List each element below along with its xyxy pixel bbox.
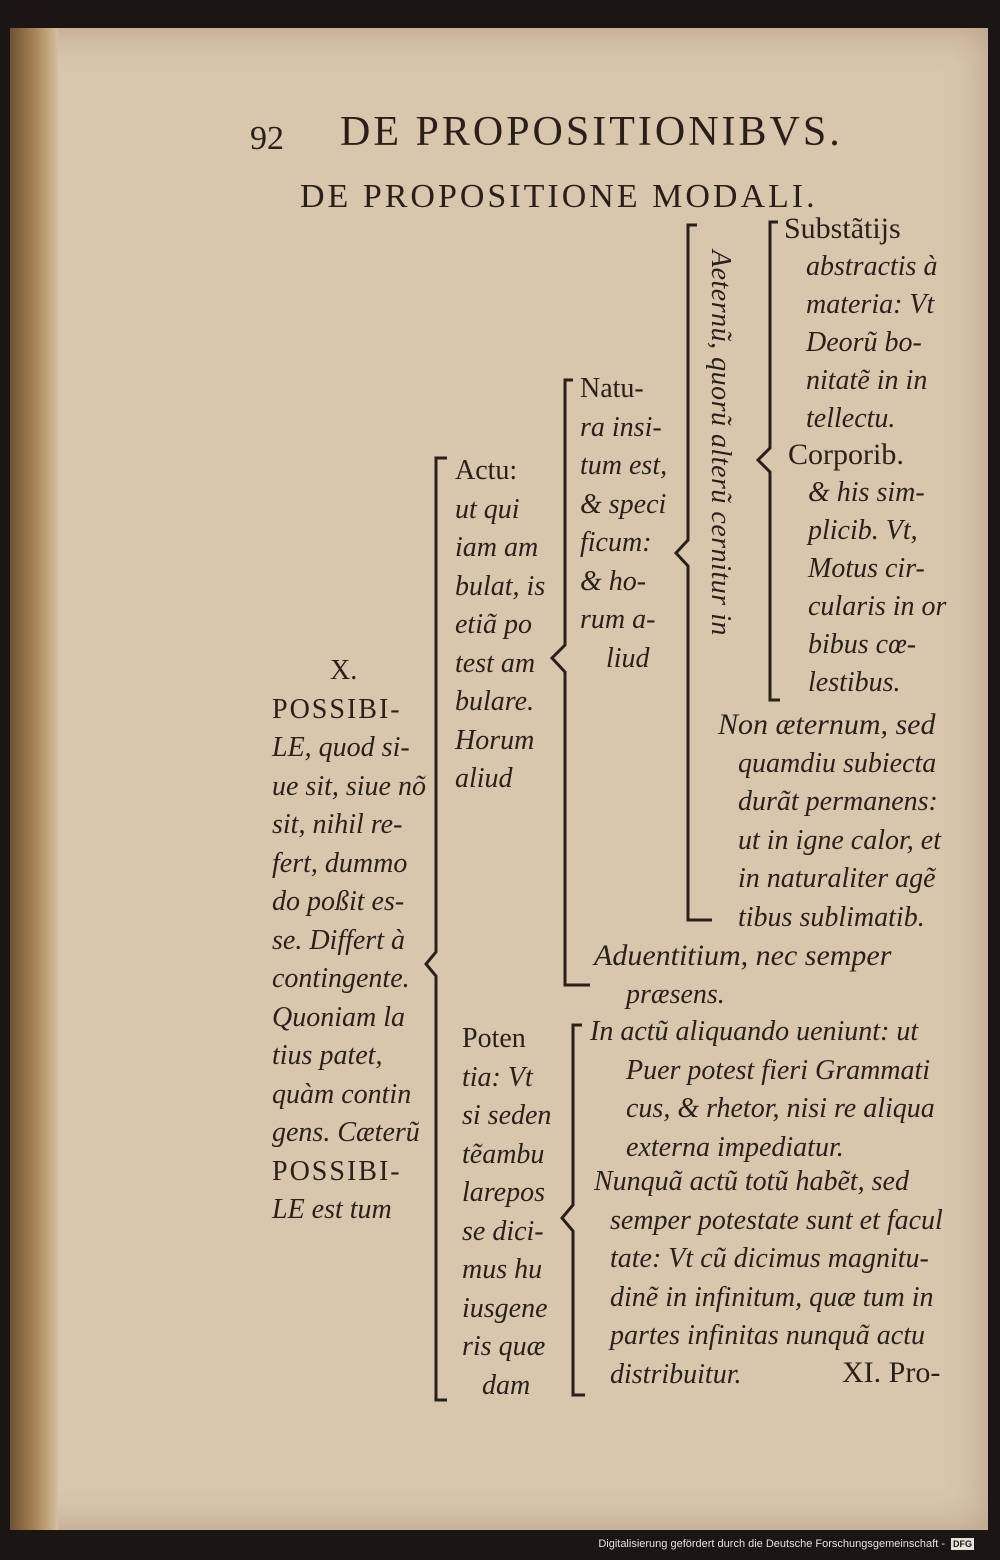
substantiis-line: Substãtijs xyxy=(784,212,901,245)
substantiis-line: nitatẽ in in xyxy=(806,365,928,396)
digitization-footer xyxy=(598,1538,974,1550)
left-line: ue sit, siue nõ xyxy=(272,770,426,802)
nunquam-line: partes infinitas nunquã actu xyxy=(610,1320,925,1351)
non-aeternum-line: durãt permanens: xyxy=(738,786,938,817)
left-line: gens. Cæterũ xyxy=(272,1117,420,1148)
corporibus-text xyxy=(788,436,946,702)
left-line: do poßit es- xyxy=(272,886,405,917)
non-aeternum-line: tibus sublimatib. xyxy=(738,901,925,933)
natura-line: tum est, xyxy=(580,450,668,481)
non-aeternum-line: Non æternum, sed xyxy=(718,708,936,741)
substantiis-line: tellectu. xyxy=(806,403,896,434)
left-line: LE, quod si- xyxy=(272,732,410,763)
potentia-line: tẽambu xyxy=(462,1138,545,1170)
left-line: X. xyxy=(330,655,358,686)
actu-line: aliud xyxy=(455,763,513,794)
aeternum-rotated-text: Aeternũ, quorũ alterũ cernitur in xyxy=(705,250,736,636)
in-actu-line: In actũ aliquando ueniunt: ut xyxy=(590,1016,919,1047)
left-line: tius patet, xyxy=(272,1040,383,1071)
potentia-line: si seden xyxy=(462,1100,552,1131)
left-line: POSSIBI- xyxy=(272,693,402,725)
actu-column-text xyxy=(455,452,545,799)
left-column-text xyxy=(272,652,426,1230)
aduentitium-line: Aduentitium, nec semper xyxy=(594,939,892,972)
in-actu-line: Puer potest fieri Grammati xyxy=(626,1054,931,1086)
brace-potentia xyxy=(562,1025,585,1395)
brace-aeternum xyxy=(758,222,780,700)
in-actu-line: cus, & rhetor, nisi re aliqua xyxy=(626,1093,935,1124)
left-line: fert, dummo xyxy=(272,847,408,879)
actu-line: ut qui xyxy=(455,493,520,525)
actu-line: Horum xyxy=(455,724,535,756)
potentia-line: se dici- xyxy=(462,1215,544,1247)
natura-line: & ho- xyxy=(580,565,647,597)
corporibus-line: cularis in or xyxy=(808,591,947,622)
substantiis-line: abstractis à xyxy=(806,251,938,282)
left-line: quàm contin xyxy=(272,1078,412,1110)
natura-line: & speci xyxy=(580,488,667,520)
in-actu-line: externa impediatur. xyxy=(626,1131,844,1163)
corporibus-line: Corporib. xyxy=(788,438,904,471)
actu-line: bulare. xyxy=(455,686,535,717)
non-aeternum-line: in naturaliter agẽ xyxy=(738,863,936,894)
natura-line: ficum: xyxy=(580,527,652,558)
natura-line: liud xyxy=(606,642,650,674)
section-title: DE PROPOSITIONE MODALI. xyxy=(300,178,818,215)
non-aeternum-line: ut in igne calor, et xyxy=(738,824,941,856)
actu-line: test am xyxy=(455,647,536,679)
brace-main xyxy=(426,458,447,1400)
potentia-line: ris quæ xyxy=(462,1331,546,1362)
actu-line: Actu: xyxy=(455,455,518,486)
substantiis-line: materia: Vt xyxy=(806,289,935,320)
potentia-line: tia: Vt xyxy=(462,1061,533,1093)
non-aeternum-text xyxy=(718,706,941,937)
left-line: se. Differt à xyxy=(272,924,405,956)
catchword: XI. Pro- xyxy=(842,1356,941,1389)
corporibus-line: plicib. Vt, xyxy=(808,515,918,546)
natura-line: ra insi- xyxy=(580,411,662,443)
aduentitium-text xyxy=(594,937,891,1014)
left-line: sit, nihil re- xyxy=(272,809,403,840)
natura-column-text xyxy=(580,370,667,678)
potentia-line: iusgene xyxy=(462,1292,548,1324)
natura-line: Natu- xyxy=(580,373,644,404)
in-actu-text xyxy=(590,1013,935,1167)
corporibus-line: lestibus. xyxy=(808,667,901,698)
potentia-line: larepos xyxy=(462,1177,545,1208)
aduentitium-line: præsens. xyxy=(626,978,725,1010)
left-line: LE est tum xyxy=(272,1194,392,1225)
actu-line: etiã po xyxy=(455,609,532,640)
left-line: Quoniam la xyxy=(272,1001,405,1033)
footer-text: Digitalisierung gefördert durch die Deutsche Forschungsgemeinschaft - xyxy=(598,1538,945,1550)
potentia-column-text xyxy=(462,1020,551,1405)
nunquam-line: semper potestate sunt et facul xyxy=(610,1204,943,1236)
nunquam-line: dinẽ in infinitum, quæ tum in xyxy=(610,1281,934,1313)
potentia-line: Poten xyxy=(462,1023,526,1054)
actu-line: bulat, is xyxy=(455,570,546,602)
nunquam-line: tate: Vt cũ dicimus magnitu- xyxy=(610,1243,929,1274)
corporibus-line: & his sim- xyxy=(808,477,925,508)
potentia-line: dam xyxy=(482,1369,531,1401)
non-aeternum-line: quamdiu subiecta xyxy=(738,747,937,779)
left-line: contingente. xyxy=(272,963,410,994)
nunquam-line: distribuitur. xyxy=(610,1358,742,1390)
substantiis-line: Deorũ bo- xyxy=(806,327,922,358)
page-number: 92 xyxy=(250,120,284,157)
substantiis-text xyxy=(784,210,937,438)
left-line: POSSIBI- xyxy=(272,1155,402,1187)
corporibus-line: Motus cir- xyxy=(808,553,925,584)
running-header: DE PROPOSITIONIBVS. xyxy=(340,109,843,155)
dfg-logo: DFG xyxy=(953,1539,972,1549)
actu-line: iam am xyxy=(455,532,539,563)
nunquam-line: Nunquã actũ totũ habẽt, sed xyxy=(594,1166,909,1197)
natura-line: rum a- xyxy=(580,604,656,635)
potentia-line: mus hu xyxy=(462,1254,543,1285)
corporibus-line: bibus cœ- xyxy=(808,629,917,660)
